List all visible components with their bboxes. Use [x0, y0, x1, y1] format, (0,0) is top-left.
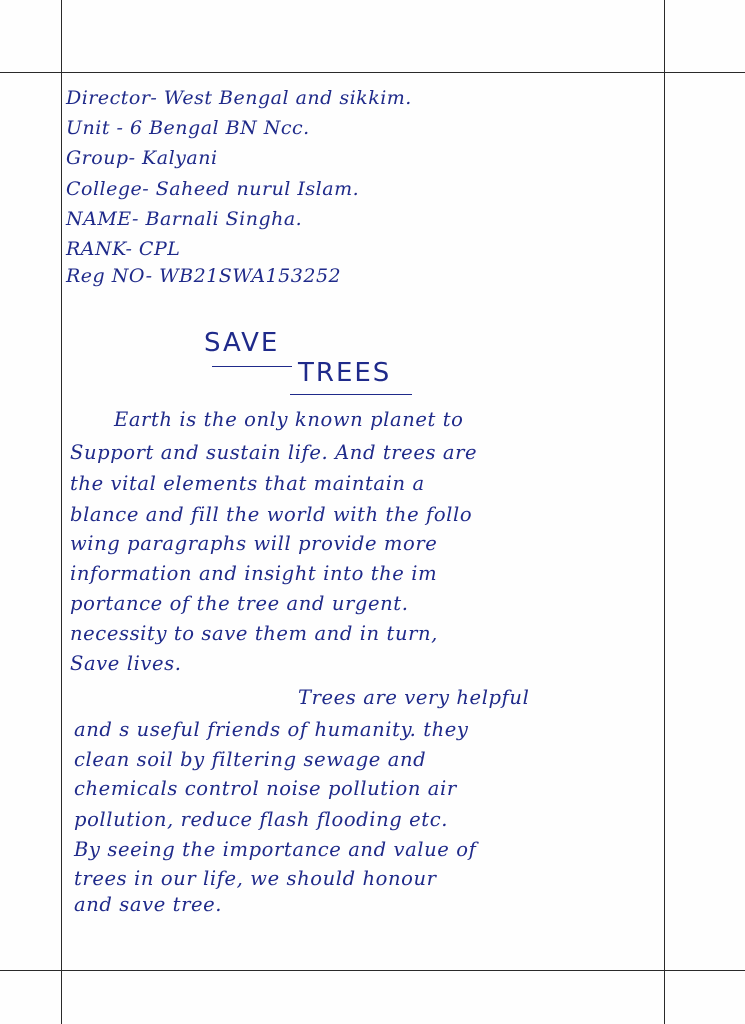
- para2-line5: pollution, reduce flash flooding etc.: [74, 808, 449, 831]
- para2-line4: chemicals control noise pollution air: [74, 777, 457, 800]
- para2-line3: clean soil by filtering sewage and: [74, 748, 427, 771]
- para1-line2: Support and sustain life. And trees are: [70, 441, 478, 464]
- para2-line8: and save tree.: [74, 893, 223, 916]
- para1-line6: information and insight into the im: [70, 562, 438, 585]
- bottom-margin-line: [0, 970, 745, 971]
- header-director: Director- West Bengal and sikkim.: [66, 87, 412, 109]
- header-name: NAME- Barnali Singha.: [66, 208, 303, 230]
- left-margin-line: [61, 0, 62, 1024]
- header-college: College- Saheed nurul Islam.: [66, 178, 360, 200]
- para1-line7: portance of the tree and urgent.: [70, 592, 409, 615]
- para1-line8: necessity to save them and in turn,: [70, 622, 438, 645]
- para1-line3: the vital elements that maintain a: [70, 472, 425, 495]
- header-group: Group- Kalyani: [66, 147, 218, 169]
- right-margin-line: [664, 0, 665, 1024]
- top-margin-line: [0, 72, 745, 73]
- header-rank: RANK- CPL: [66, 238, 181, 260]
- title-trees: TREES: [298, 358, 392, 388]
- para1-line9: Save lives.: [70, 652, 182, 675]
- para2-line2: and s useful friends of humanity. they: [74, 718, 469, 741]
- para1-line4: blance and fill the world with the follo: [70, 503, 473, 526]
- para2-line6: By seeing the importance and value of: [74, 838, 477, 861]
- title-save-underline: [212, 366, 292, 367]
- para1-line1: Earth is the only known planet to: [114, 408, 464, 431]
- para2-line1: Trees are very helpful: [298, 686, 530, 709]
- para2-line7: trees in our life, we should honour: [74, 867, 437, 890]
- title-save: SAVE: [204, 328, 280, 358]
- para1-line5: wing paragraphs will provide more: [70, 532, 438, 555]
- header-reg-no: Reg NO- WB21SWA153252: [66, 265, 342, 287]
- header-unit: Unit - 6 Bengal BN Ncc.: [66, 117, 310, 139]
- title-trees-underline: [290, 394, 412, 395]
